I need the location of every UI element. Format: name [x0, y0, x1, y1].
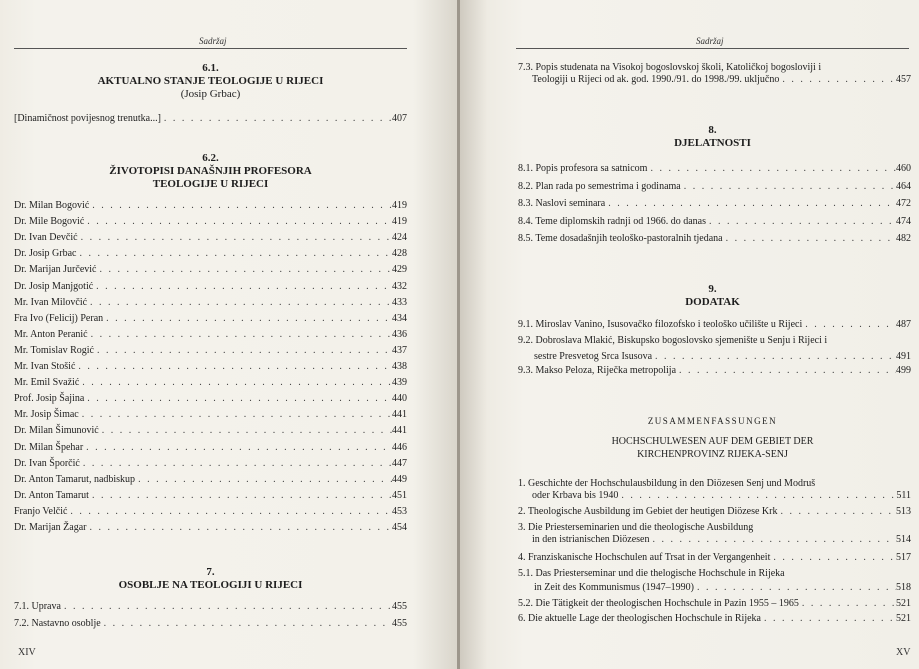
entry-page: 474: [896, 215, 911, 227]
entry-page: 517: [896, 552, 911, 563]
leader-dots: [89, 490, 392, 502]
toc-entry: [14, 474, 407, 486]
entry-title: Dr. Josip Grbac: [14, 248, 77, 260]
toc-entry-9-3: [518, 365, 911, 377]
entry-title: Prof. Josip Šajina: [14, 393, 85, 405]
toc-entry: [14, 458, 407, 470]
toc-entry: [14, 232, 407, 244]
summary-entry-3: [518, 522, 911, 546]
section-number: 6.1.: [202, 62, 219, 74]
toc-entry: [518, 163, 911, 175]
toc-entry: [14, 297, 407, 309]
entry-title: Mr. Josip Šimac: [14, 409, 79, 421]
entry-title: 8.3. Naslovi seminara: [518, 198, 606, 209]
leader-dots: [87, 297, 392, 309]
entry-title: sestre Presvetog Srca Isusova: [534, 351, 653, 362]
entry-line-1: 1. Geschichte der Hochschulausbildung in den Diözesen Senj und Modruš: [518, 478, 816, 489]
summary-entry-5-1: [518, 568, 911, 594]
toc-entry: [14, 200, 407, 212]
leader-dots: [799, 598, 896, 610]
entry-title: 7.2. Nastavno osoblje: [14, 618, 101, 629]
leader-dots: [647, 163, 896, 175]
entry-page: 513: [896, 506, 911, 517]
left-header-rule: [14, 48, 407, 49]
toc-entry-9-2: [518, 335, 911, 363]
toc-entry: [14, 442, 407, 454]
leader-dots: [88, 329, 392, 341]
toc-entry: [518, 181, 911, 193]
entry-line-1: 5.1. Das Priesterseminar und die thelogische Hochschule in Rijeka: [518, 568, 785, 579]
section-number: 6.2.: [202, 152, 219, 164]
entry-title: in den istrianischen Diözesen: [532, 534, 650, 545]
entry-page: 437: [392, 344, 407, 356]
entry-line-2: [518, 490, 911, 502]
entry-page: 521: [896, 598, 911, 609]
entry-page: 433: [392, 296, 407, 308]
entry-page: 428: [392, 248, 407, 260]
entry-title: Dr. Marijan Jurčević: [14, 264, 97, 276]
entry-page: 521: [896, 613, 911, 624]
leader-dots: [676, 365, 896, 377]
toc-entry: [14, 264, 407, 276]
toc-entry: [14, 393, 407, 405]
entry-title: Dr. Ivan Šporčić: [14, 457, 80, 469]
entry-title: Mr. Ivan Stošić: [14, 361, 76, 372]
leader-dots: [777, 506, 896, 518]
leader-dots: [96, 264, 392, 276]
leader-dots: [78, 232, 392, 244]
entry-title: 8.4. Teme diplomskih radnji od 1966. do danas: [518, 215, 706, 227]
left-page: [0, 0, 459, 669]
entry-title: Dr. Mile Bogović: [14, 216, 85, 228]
entry-page: 439: [392, 377, 407, 389]
entry-page: 441: [392, 425, 407, 437]
entry-line-2: [518, 582, 911, 594]
entry-page: 472: [896, 198, 911, 209]
entry-title: 6. Die aktuelle Lage der theologischen Hochschule in Rijeka: [518, 613, 761, 624]
entry-title: Dr. Anton Tamarut: [14, 489, 89, 501]
entry-page: 455: [392, 618, 407, 629]
entry-page: 518: [896, 582, 911, 593]
toc-entry-7-3: [518, 62, 911, 86]
entry-page: 453: [392, 505, 407, 517]
entry-line-2: [518, 534, 911, 546]
right-header-rule: [516, 48, 909, 49]
entry-title: 9.3. Makso Peloza, Riječka metropolija: [518, 365, 677, 376]
entry-page: 449: [392, 473, 407, 485]
leader-dots: [605, 198, 896, 210]
leader-dots: [101, 618, 392, 630]
leader-dots: [723, 233, 896, 245]
entry-page: 491: [896, 351, 911, 362]
entry-title: Dr. Ivan Devčić: [14, 232, 78, 244]
summary-entry-4: [518, 552, 911, 564]
section-6-1-heading: [14, 62, 407, 101]
leader-dots: [99, 425, 392, 437]
leader-dots: [770, 552, 896, 564]
entry-line-1: 3. Die Priesterseminarien und die theologische Ausbildung: [518, 522, 754, 533]
leader-dots: [681, 181, 896, 193]
toc-entry: [14, 361, 407, 373]
summary-entry-1: [518, 478, 911, 502]
right-folio: XV: [896, 647, 911, 658]
entry-page: 432: [392, 280, 407, 292]
entry-title: Dr. Milan Bogović: [14, 200, 90, 211]
leader-dots: [79, 377, 392, 389]
toc-entry: [14, 425, 407, 437]
entry-title: Fra Ivo (Felicij) Peran: [14, 312, 104, 324]
entry-page: 419: [392, 200, 407, 211]
toc-entry: [518, 233, 911, 245]
entry-line-1: 9.2. Dobroslava Mlakić, Biskupsko bogoslovsko sjemenište u Senju i Rijeci i: [518, 335, 828, 346]
toc-entry: [14, 522, 407, 534]
summary-entry-2: [518, 506, 911, 518]
entry-page: 454: [392, 522, 407, 533]
leader-dots: [84, 393, 392, 405]
entry-page: 419: [392, 216, 407, 228]
leader-dots: [93, 281, 392, 293]
leader-dots: [694, 582, 896, 594]
leader-dots: [802, 319, 896, 331]
left-folio: XIV: [18, 647, 36, 658]
leader-dots: [79, 409, 392, 421]
leader-dots: [89, 200, 392, 212]
toc-entry: [14, 377, 407, 389]
entry-page: 438: [392, 361, 407, 372]
toc-entry: [14, 490, 407, 502]
section-8-heading: [516, 124, 909, 150]
entry-page: 464: [896, 180, 911, 192]
leader-dots: [706, 216, 896, 228]
entry-title: [Dinamičnost povijesnog trenutka...]: [14, 113, 161, 124]
toc-entry: [14, 601, 407, 613]
leader-dots: [75, 361, 392, 373]
summary-entry-6: [518, 613, 911, 625]
toc-entry: [14, 618, 407, 630]
right-page: [460, 0, 919, 669]
entry-title: Franjo Velčić: [14, 505, 68, 517]
entry-title: 8.2. Plan rada po semestrima i godinama: [518, 180, 681, 192]
section-title: AKTUALNO STANJE TEOLOGIJE U RIJECI: [97, 75, 324, 87]
leader-dots: [652, 351, 896, 363]
entry-page: 436: [392, 328, 407, 340]
entry-page: 499: [896, 365, 911, 376]
entry-page: 440: [392, 393, 407, 405]
entry-page: 460: [896, 163, 911, 174]
entry-title: Mr. Emil Svažić: [14, 377, 80, 389]
toc-entry: [518, 216, 911, 228]
entry-page: 457: [896, 74, 911, 85]
entry-page: 429: [392, 264, 407, 276]
entry-page: 407: [392, 113, 407, 124]
leader-dots: [80, 458, 392, 470]
leader-dots: [103, 313, 392, 325]
leader-dots: [84, 216, 392, 228]
entry-title: 4. Franziskanische Hochschulen auf Trsat in der Vergangenheit: [518, 552, 771, 563]
entry-title: Dr. Josip Manjgotić: [14, 280, 94, 292]
entry-page: 514: [896, 534, 911, 545]
zusammenfassungen-heading: [516, 415, 909, 461]
entry-line-2: [518, 351, 911, 363]
entry-page: 441: [392, 409, 407, 421]
summary-entry-5-2: [518, 598, 911, 610]
leader-dots: [618, 490, 896, 502]
toc-entry: [14, 216, 407, 228]
section-7-heading: [14, 566, 407, 592]
entry-title: 2. Theologische Ausbildung im Gebiet der heutigen Diözese Krk: [518, 506, 778, 517]
toc-entry: [14, 248, 407, 260]
toc-entry: [14, 281, 407, 293]
leader-dots: [779, 74, 896, 86]
entry-title: Dr. Milan Špehar: [14, 441, 84, 453]
toc-entry: [14, 113, 407, 125]
summaries-heading: ZUSAMMENFASSUNGEN: [647, 416, 778, 426]
section-title: DODATAK: [685, 296, 740, 308]
leader-dots: [83, 442, 392, 454]
section-title-line-1: ŽIVOTOPISI DANAŠNJIH PROFESORA: [109, 165, 312, 177]
entry-title: 7.1. Uprava: [14, 601, 61, 612]
leader-dots: [77, 248, 393, 260]
toc-entry: [518, 198, 911, 210]
left-running-header: Sadržaj: [199, 36, 227, 46]
entry-title: Mr. Anton Peranić: [14, 328, 88, 340]
entry-page: 487: [896, 319, 911, 330]
entry-title: 9.1. Miroslav Vanino, Isusovačko filozofsko i teološko učilište u Rijeci: [518, 319, 803, 330]
entry-title: Mr. Ivan Milovčić: [14, 296, 88, 308]
section-9-heading: [516, 283, 909, 309]
leader-dots: [161, 113, 392, 125]
toc-entry: [14, 345, 407, 357]
leader-dots: [649, 534, 896, 546]
toc-entry: [14, 329, 407, 341]
summaries-subtitle-line-1: HOCHSCHULWESEN AUF DEM GEBIET DER: [611, 436, 814, 447]
entry-page: 455: [392, 601, 407, 612]
entry-title: 8.5. Teme dosadašnjih teološko-pastoralnih tjedana: [518, 233, 723, 244]
toc-entry-9-1: [518, 319, 911, 331]
entry-title: Dr. Marijan Žagar: [14, 522, 87, 533]
section-number: 8.: [708, 124, 717, 136]
entry-title: 5.2. Die Tätigkeit der theologischen Hochschule in Pazin 1955 – 1965: [518, 598, 799, 609]
summaries-subtitle-line-2: KIRCHENPROVINZ RIJEKA-SENJ: [637, 449, 788, 460]
entry-line-2: [518, 74, 911, 86]
section-6-2-heading: [14, 152, 407, 191]
section-title: OSOBLJE NA TEOLOGIJI U RIJECI: [118, 579, 303, 591]
entry-page: 451: [392, 489, 407, 501]
entry-page: 447: [392, 457, 407, 469]
toc-entry: [14, 409, 407, 421]
entry-title: Teologiji u Rijeci od ak. god. 1990./91. do 1998./99. uključno: [532, 74, 780, 85]
section-title: DJELATNOSTI: [674, 137, 751, 149]
entry-title: in Zeit des Kommunismus (1947–1990): [534, 582, 694, 593]
entry-title: Dr. Anton Tamarut, nadbiskup: [14, 473, 136, 485]
leader-dots: [67, 506, 392, 518]
leader-dots: [94, 345, 392, 357]
section-author: (Josip Grbac): [180, 88, 241, 100]
entry-page: 446: [392, 441, 407, 453]
toc-entry: [14, 506, 407, 518]
entry-page: 424: [392, 232, 407, 244]
leader-dots: [61, 601, 392, 613]
entry-title: Dr. Milan Šimunović: [14, 425, 99, 437]
entry-page: 434: [392, 312, 407, 324]
leader-dots: [761, 613, 896, 625]
entry-title: Mr. Tomislav Rogić: [14, 344, 94, 356]
right-running-header: Sadržaj: [696, 36, 724, 46]
entry-title: oder Krbava bis 1940: [532, 490, 619, 501]
entry-page: 511: [896, 490, 911, 501]
entry-page: 482: [896, 233, 911, 244]
toc-entry: [14, 313, 407, 325]
section-number: 9.: [708, 283, 717, 295]
section-number: 7.: [206, 566, 215, 578]
leader-dots: [135, 474, 392, 486]
entry-title: 8.1. Popis profesora sa satnicom: [518, 163, 648, 174]
leader-dots: [86, 522, 392, 534]
entry-line-1: 7.3. Popis studenata na Visokoj bogoslovskoj školi, Katoličkoj bogosloviji i: [518, 62, 822, 73]
section-title-line-2: TEOLOGIJE U RIJECI: [152, 178, 269, 190]
